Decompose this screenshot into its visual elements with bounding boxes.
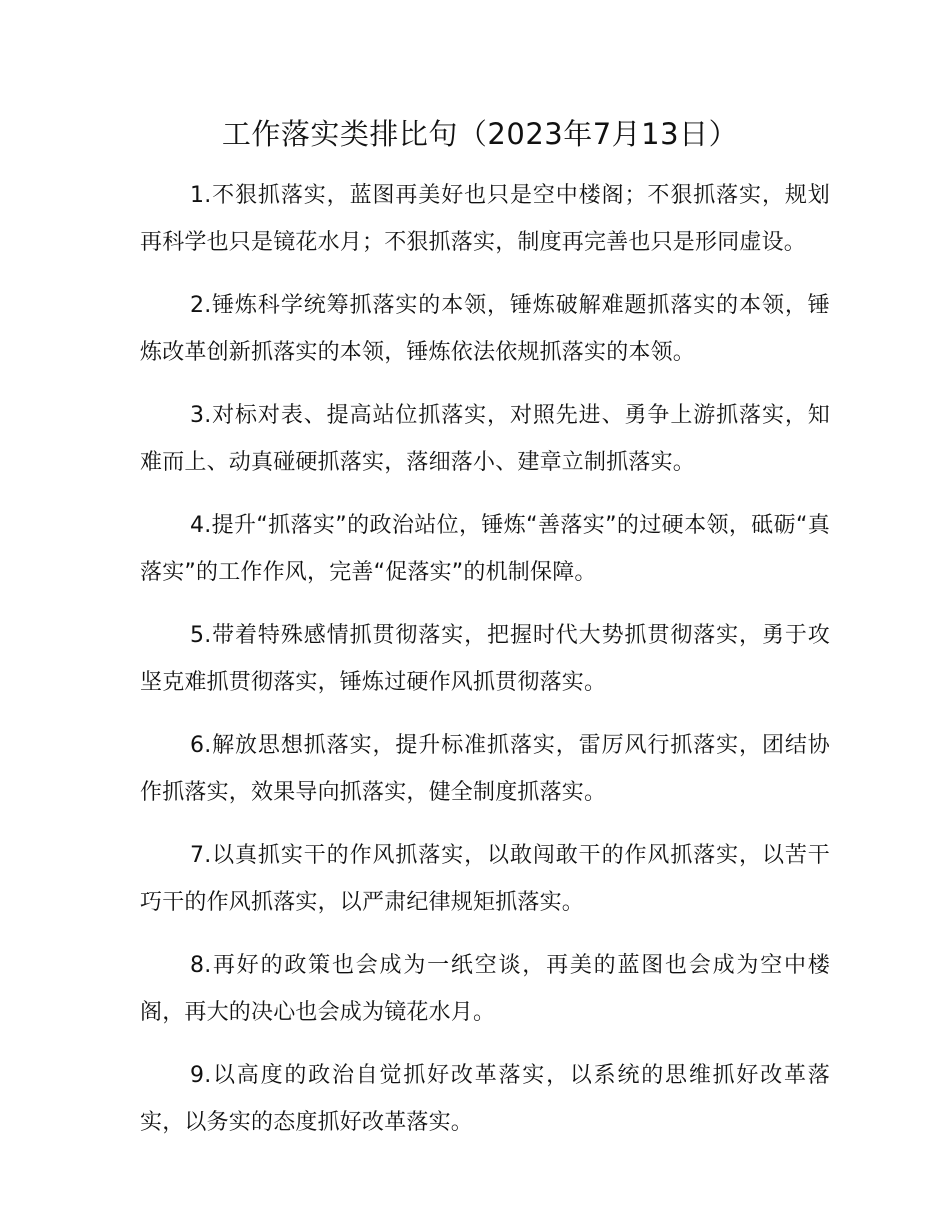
- paragraph-5: 5.带着特殊感情抓贯彻落实，把握时代大势抓贯彻落实，勇于攻坚克难抓贯彻落实，锤炼过硬作风抓贯彻落实。: [140, 623, 830, 695]
- document-title: 工作落实类排比句（2023年7月13日）: [221, 117, 739, 151]
- paragraph-4: 4.提升“抓落实”的政治站位，锤炼“善落实”的过硬本领，砥砺“真落实”的工作作风，完善“促落实”的机制保障。: [140, 513, 830, 585]
- document-body: [140, 172, 830, 1162]
- paragraph-3: 3.对标对表、提高站位抓落实，对照先进、勇争上游抓落实，知难而上、动真碰硬抓落实，落细落小、建章立制抓落实。: [140, 403, 830, 475]
- paragraph-2: 2.锤炼科学统筹抓落实的本领，锤炼破解难题抓落实的本领，锤炼改革创新抓落实的本领，锤炼依法依规抓落实的本领。: [140, 293, 830, 365]
- paragraph-1: 1.不狠抓落实，蓝图再美好也只是空中楼阁；不狠抓落实，规划再科学也只是镜花水月；不狠抓落实，制度再完善也只是形同虚设。: [140, 183, 830, 255]
- paragraph-6: 6.解放思想抓落实，提升标准抓落实，雷厉风行抓落实，团结协作抓落实，效果导向抓落实，健全制度抓落实。: [140, 733, 830, 805]
- paragraph-8: 8.再好的政策也会成为一纸空谈，再美的蓝图也会成为空中楼阁，再大的决心也会成为镜花水月。: [140, 953, 830, 1025]
- paragraph-7: 7.以真抓实干的作风抓落实，以敢闯敢干的作风抓落实，以苦干巧干的作风抓落实，以严肃纪律规矩抓落实。: [140, 843, 830, 915]
- paragraph-9: 9.以高度的政治自觉抓好改革落实，以系统的思维抓好改革落实，以务实的态度抓好改革落实。: [140, 1063, 830, 1135]
